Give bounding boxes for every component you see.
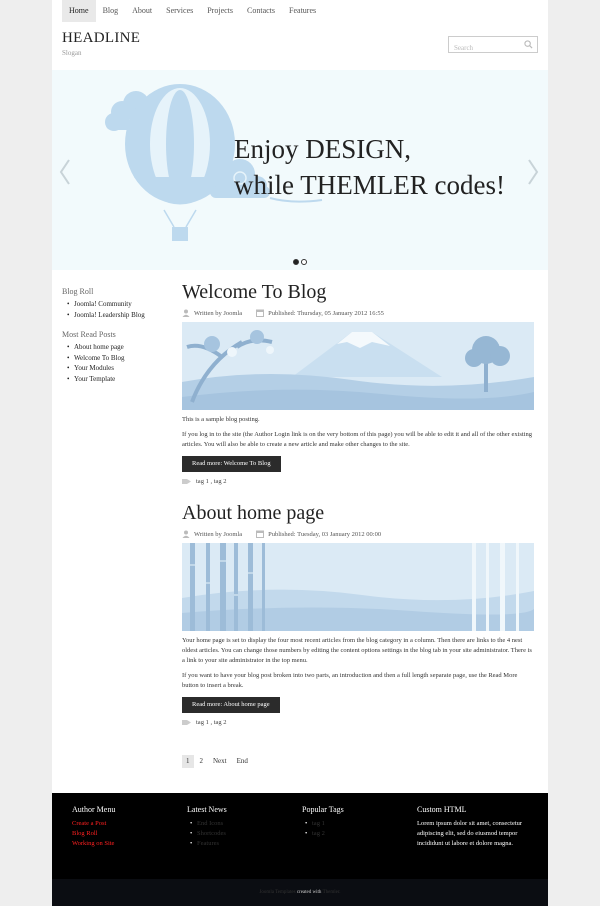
news-link[interactable]: Shortcodes xyxy=(197,830,226,837)
article-image-mountain xyxy=(182,322,534,410)
tag-link[interactable]: tag 1 xyxy=(312,820,325,827)
article-welcome xyxy=(182,280,534,485)
article-title[interactable]: Welcome To Blog xyxy=(182,281,327,303)
sidebar xyxy=(62,287,172,394)
list-item xyxy=(302,829,412,839)
author-link-working-on-site[interactable]: Working on Site xyxy=(72,840,115,847)
tag-icon xyxy=(182,719,191,726)
footer-column-title: Author Menu xyxy=(72,805,116,814)
article-meta xyxy=(182,308,534,318)
user-icon xyxy=(182,309,190,317)
tag-icon xyxy=(182,478,191,485)
author-link-create-post[interactable]: Create a Post xyxy=(72,820,107,827)
author-menu-list xyxy=(72,819,182,849)
page-end[interactable]: End xyxy=(236,757,248,765)
nav-item-services[interactable]: Services xyxy=(166,6,194,15)
article-published: Published: Tuesday, 03 January 2012 00:00 xyxy=(268,530,382,538)
main-nav xyxy=(62,0,323,22)
read-more-button[interactable]: Read more: About home page xyxy=(182,697,280,713)
list-item xyxy=(62,310,172,321)
article-published: Published: Thursday, 05 January 2012 16:55 xyxy=(268,309,384,317)
article-paragraph: Your home page is set to display the four most recent articles from the blog category in a column. Then there are links to the 4 nest oldest articles. You can change those numbers by editing the content options settings in the blog tab in your site administrator. There is a link to your site administrator in the top menu. xyxy=(182,637,532,664)
list-item xyxy=(187,839,297,849)
slider-dot-2[interactable] xyxy=(301,259,307,265)
page-2[interactable]: 2 xyxy=(199,757,203,765)
page-container xyxy=(52,0,548,906)
bamboo-landscape-illustration xyxy=(182,543,534,631)
article-meta xyxy=(182,529,534,539)
list-item xyxy=(62,353,172,364)
mostread-link-welcome[interactable]: Welcome To Blog xyxy=(74,353,125,362)
calendar-icon xyxy=(256,309,264,317)
slider-dot-1[interactable] xyxy=(293,259,299,265)
tags-text[interactable]: tag 1 , tag 2 xyxy=(196,719,227,726)
list-item xyxy=(187,819,297,829)
list-item xyxy=(187,829,297,839)
list-item xyxy=(62,374,172,385)
mountain-landscape-illustration xyxy=(182,322,534,410)
slider-prev-arrow-icon[interactable] xyxy=(58,158,72,186)
nav-item-home[interactable]: Home xyxy=(62,0,96,22)
slider-next-arrow-icon[interactable] xyxy=(526,158,540,186)
article-image-bamboo xyxy=(182,543,534,631)
blogroll-link-community[interactable]: Joomla! Community xyxy=(74,300,132,308)
article-paragraph: If you log in to the site (the Author Login link is on the very bottom of this page) you will be able to edit it and all of the other existing articles. You will also be able to create a new article and make other changes to the site. xyxy=(182,431,533,448)
article-title[interactable]: About home page xyxy=(182,502,325,524)
article-tags xyxy=(182,719,534,726)
hero-slider xyxy=(52,70,548,270)
popular-tags-list xyxy=(302,819,412,839)
slide-heading-line1: Enjoy DESIGN, xyxy=(234,134,411,164)
footer-column-title: Latest News xyxy=(187,805,227,814)
list-item xyxy=(72,829,182,839)
calendar-icon xyxy=(256,530,264,538)
article-author: Written by Joomla xyxy=(194,530,243,538)
list-item xyxy=(302,819,412,829)
blogroll-link-leadership[interactable]: Joomla! Leadership Blog xyxy=(74,310,145,319)
footer xyxy=(52,793,548,879)
article-paragraph: If you want to have your blog post broken into two parts, an introduction and then a full length separate page, use the Read More button to insert a break. xyxy=(182,672,518,689)
copyright-link-templates[interactable]: Joomla Templates xyxy=(259,890,296,895)
news-link[interactable]: End Icons xyxy=(197,820,224,827)
slide-heading-line2: while THEMLER codes! xyxy=(234,170,505,200)
list-item xyxy=(62,342,172,353)
tags-text[interactable]: tag 1 , tag 2 xyxy=(196,478,227,485)
user-icon xyxy=(182,530,190,538)
page-next[interactable]: Next xyxy=(213,757,227,765)
list-item xyxy=(72,839,182,849)
news-link[interactable]: Features xyxy=(197,840,220,847)
article-paragraph: This is a sample blog posting. xyxy=(182,416,260,423)
nav-item-projects[interactable]: Projects xyxy=(207,6,234,15)
footer-column-title: Custom HTML xyxy=(417,805,467,814)
article-tags xyxy=(182,478,534,485)
nav-item-contacts[interactable]: Contacts xyxy=(247,6,276,15)
article-about xyxy=(182,501,534,726)
list-item xyxy=(62,363,172,374)
site-headline[interactable]: HEADLINE xyxy=(62,30,141,46)
footer-column-title: Popular Tags xyxy=(302,805,344,814)
page-1[interactable]: 1 xyxy=(182,755,194,768)
search-icon[interactable] xyxy=(524,40,533,49)
nav-item-blog[interactable]: Blog xyxy=(102,6,119,15)
list-item xyxy=(62,299,172,310)
read-more-button[interactable]: Read more: Welcome To Blog xyxy=(182,456,281,472)
search-box xyxy=(448,36,538,53)
pagination xyxy=(182,755,252,768)
list-item xyxy=(72,819,182,829)
mostread-list xyxy=(62,342,172,384)
mostread-link-about[interactable]: About home page xyxy=(74,343,124,351)
blogroll-list xyxy=(62,299,172,320)
tag-link[interactable]: tag 2 xyxy=(312,830,325,837)
mostread-link-modules[interactable]: Your Modules xyxy=(74,364,114,372)
balloon-illustration xyxy=(92,82,332,252)
author-link-blog-roll[interactable]: Blog Roll xyxy=(72,830,98,837)
article-author: Written by Joomla xyxy=(194,309,243,317)
copyright-bar xyxy=(52,879,548,906)
nav-item-about[interactable]: About xyxy=(132,6,153,15)
nav-item-features[interactable]: Features xyxy=(289,6,317,15)
footer-latest-news xyxy=(187,805,297,849)
blogroll-title: Blog Roll xyxy=(62,287,94,296)
copyright-text: created with xyxy=(296,890,322,895)
copyright-link-themler[interactable]: Themler. xyxy=(322,890,341,895)
mostread-title: Most Read Posts xyxy=(62,330,116,339)
custom-html-text: Lorem ipsum dolor sit amet, consectetur adipiscing elit, sed do eiusmod tempor incididunt ut labore et dolore magna. xyxy=(417,820,523,847)
slider-dots xyxy=(293,259,307,265)
footer-author-menu xyxy=(72,805,182,849)
mostread-link-template[interactable]: Your Template xyxy=(74,374,116,383)
search-input[interactable] xyxy=(449,41,519,56)
footer-custom-html xyxy=(417,805,527,849)
site-slogan: Slogan xyxy=(62,49,82,57)
latest-news-list xyxy=(187,819,297,849)
footer-popular-tags xyxy=(302,805,412,839)
